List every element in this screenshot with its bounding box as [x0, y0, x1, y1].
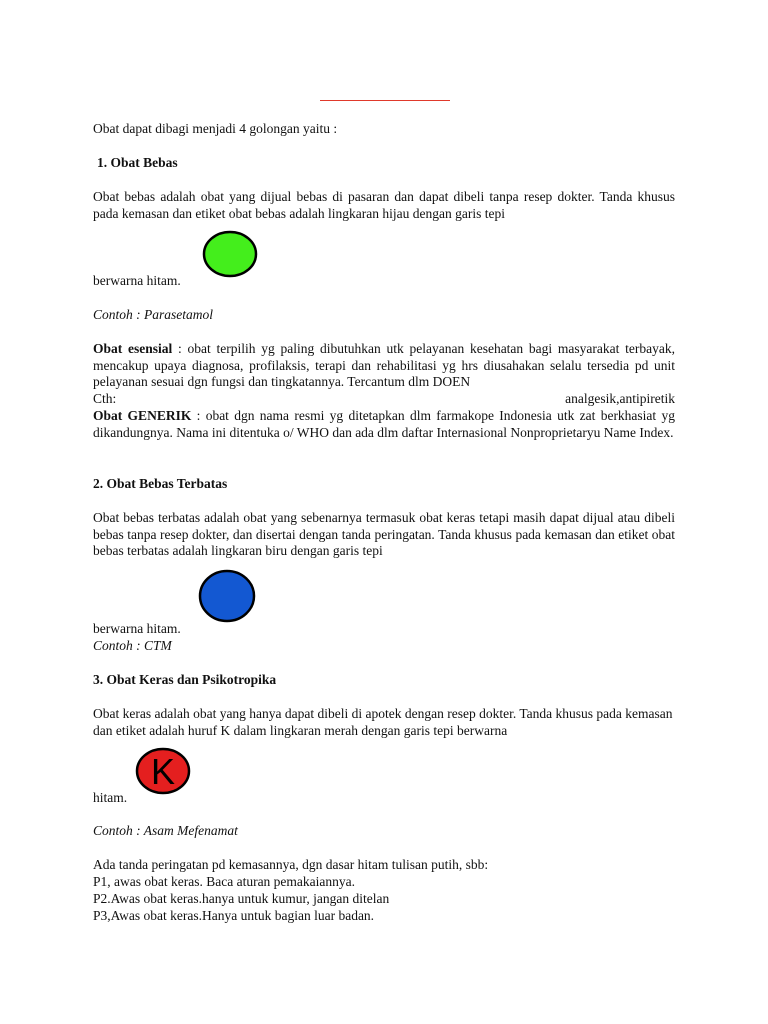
heading-obat-bebas: 1. Obat Bebas — [97, 155, 178, 170]
heading-obat-bebas-terbatas: 2. Obat Bebas Terbatas — [93, 476, 228, 491]
obat-bebas-example: Contoh : Parasetamol — [93, 307, 213, 322]
obat-esensial-cth-row — [93, 391, 675, 408]
obat-esensial-def: : obat terpilih yg paling dibutuhkan utk pelayanan kesehatan bagi masyarakat terbayak, mencakup upaya diagnosa, profilaksis, terapi dan rehabilitasi yg hrs diusahakan selalu tersedia pd unit pelayanan sesuai dgn fungsi dan tingkatannya. Tercantum dlm DOEN — [93, 341, 675, 389]
obat-keras-example: Contoh : Asam Mefenamat — [93, 823, 238, 838]
red-k-circle-icon — [134, 746, 192, 796]
obat-bebas-desc: Obat bebas adalah obat yang dijual bebas di pasaran dan dapat dibeli tanpa resep dokter. Tanda khusus pada kemasan dan etiket obat bebas adalah lingkaran hijau dengan garis tepi — [93, 189, 675, 221]
green-circle-fill — [204, 232, 256, 276]
obat-keras-desc-cont: hitam. — [93, 790, 128, 805]
blue-circle-fill — [200, 571, 254, 621]
warning-item: P1, awas obat keras. Baca aturan pemakaiannya. — [93, 874, 356, 889]
green-circle-icon — [201, 229, 259, 279]
obat-bebas-terbatas-example: Contoh : CTM — [93, 638, 172, 653]
heading-obat-keras: 3. Obat Keras dan Psikotropika — [93, 672, 277, 687]
warning-item: P3,Awas obat keras.Hanya untuk bagian luar badan. — [93, 908, 375, 923]
obat-generik-paragraph — [93, 408, 675, 441]
k-letter: K — [150, 751, 176, 792]
cth-label: Cth: — [93, 391, 117, 406]
warning-intro: Ada tanda peringatan pd kemasannya, dgn dasar hitam tulisan putih, sbb: — [93, 857, 489, 872]
obat-esensial-paragraph — [93, 341, 675, 391]
obat-esensial-term: Obat esensial — [93, 341, 173, 356]
cth-value: analgesik,antipiretik — [565, 391, 675, 406]
obat-generik-term: Obat GENERIK — [93, 408, 192, 423]
obat-keras-desc: Obat keras adalah obat yang hanya dapat dibeli di apotek dengan resep dokter. Tanda khusus pada kemasan dan etiket adalah huruf K dalam lingkaran merah dengan garis tepi berwarna — [93, 706, 673, 738]
blue-circle-icon — [196, 567, 258, 625]
header-rule — [320, 100, 450, 101]
warning-item: P2.Awas obat keras.hanya untuk kumur, jangan ditelan — [93, 891, 390, 906]
obat-generik-def: : obat dgn nama resmi yg ditetapkan dlm farmakope Indonesia utk zat berkhasiat yg dikandungnya. Nama ini ditentuka o/ WHO dan ada dlm daftar Internasional Nonproprietaryu Name Index. — [93, 408, 675, 440]
obat-bebas-terbatas-desc-cont: berwarna hitam. — [93, 621, 181, 636]
obat-bebas-terbatas-desc: Obat bebas terbatas adalah obat yang sebenarnya termasuk obat keras tetapi masih dapat dijual atau dibeli bebas tanpa resep dokter, dan disertai dengan tanda peringatan. Tanda khusus pada kemasan dan etiket obat bebas terbatas adalah lingkaran biru dengan garis tepi — [93, 510, 675, 558]
obat-bebas-desc-cont: berwarna hitam. — [93, 273, 181, 288]
intro-text: Obat dapat dibagi menjadi 4 golongan yaitu : — [93, 121, 338, 136]
